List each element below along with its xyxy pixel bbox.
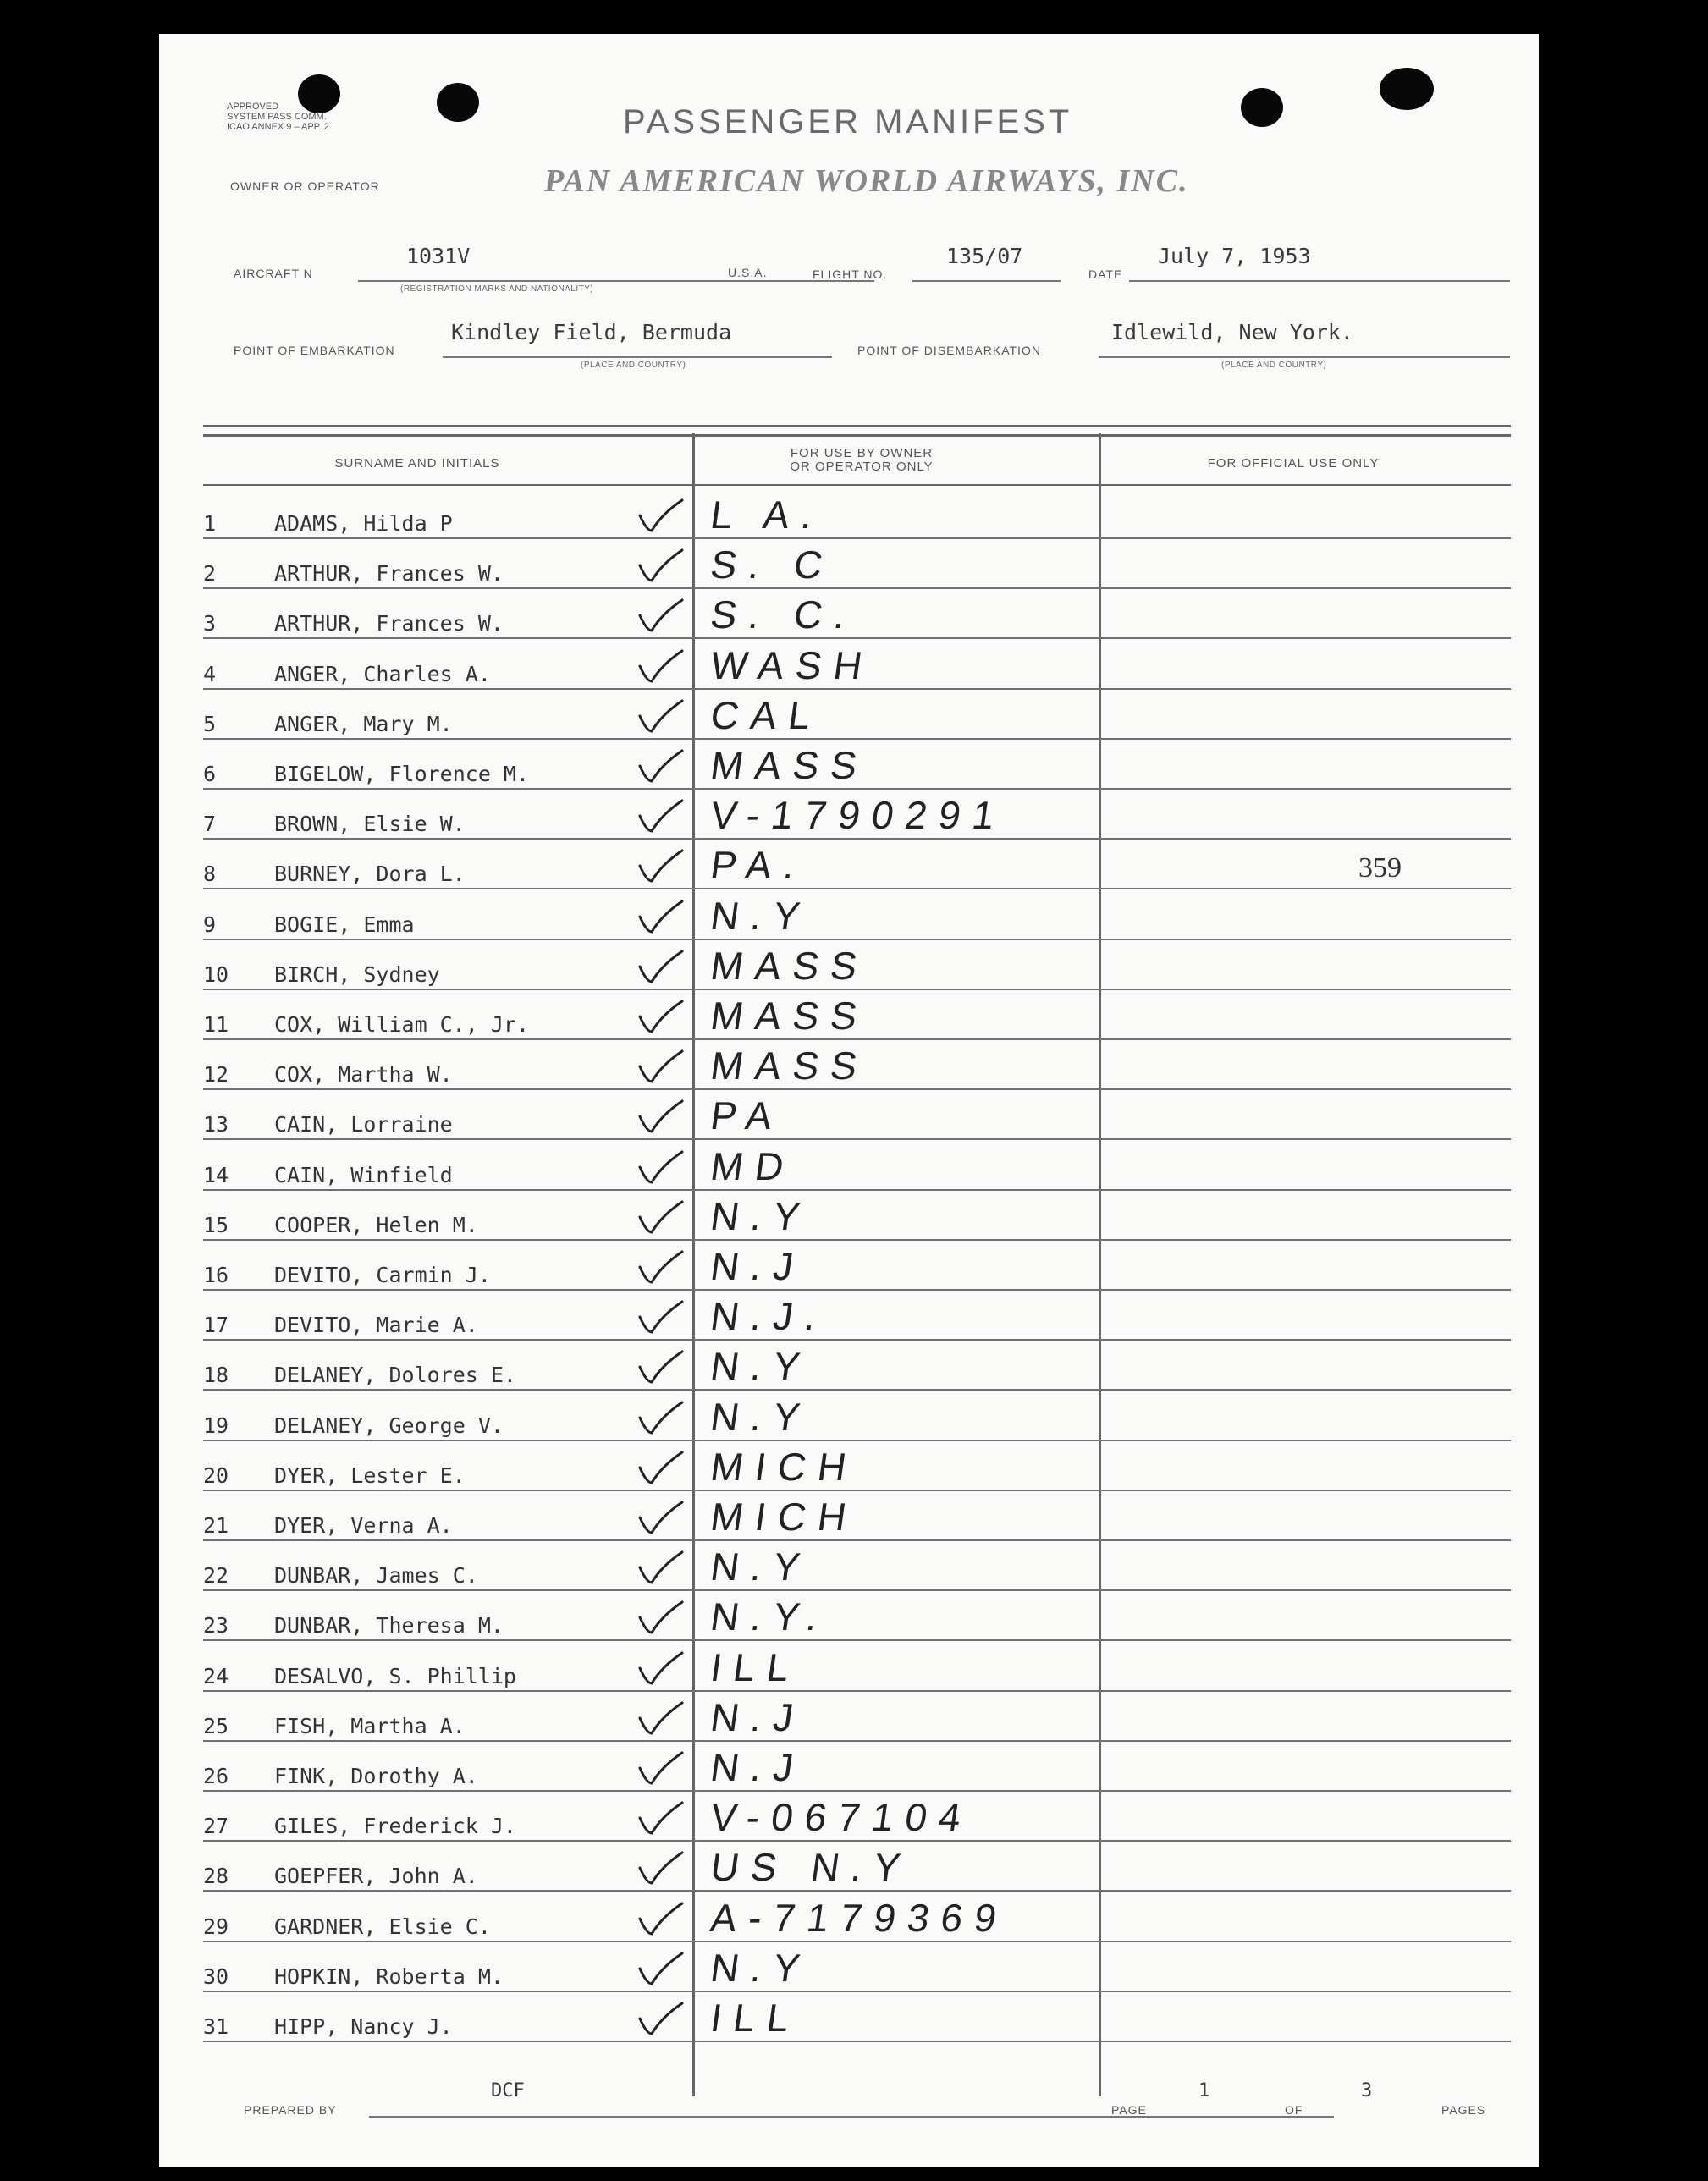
- handwritten-destination: S. C.: [708, 592, 860, 637]
- flight-label: FLIGHT NO.: [813, 267, 888, 281]
- handwritten-destination: N.Y: [708, 1545, 815, 1589]
- row-number: 23: [203, 1613, 229, 1639]
- passenger-row: [203, 788, 1511, 840]
- embarkation-underline: [443, 356, 832, 358]
- row-number: 25: [203, 1713, 229, 1738]
- check-mark-icon: [636, 1699, 684, 1737]
- row-number: 26: [203, 1764, 229, 1788]
- row-number: 5: [203, 711, 217, 736]
- handwritten-destination: PA: [708, 1093, 787, 1138]
- passenger-row: [203, 638, 1511, 690]
- aircraft-underline: [358, 280, 874, 282]
- passenger-name: FINK, Dorothy A.: [274, 1764, 478, 1788]
- check-mark-icon: [636, 847, 684, 884]
- disembarkation-label: POINT OF DISEMBARKATION: [857, 344, 1041, 357]
- date-label: DATE: [1088, 267, 1123, 281]
- passenger-name: DESALVO, S. Phillip: [274, 1663, 516, 1688]
- handwritten-destination: N.J: [708, 1694, 808, 1739]
- handwritten-destination: MASS: [708, 743, 873, 787]
- passenger-name: HOPKIN, Roberta M.: [274, 1963, 504, 1989]
- handwritten-destination: MICH: [708, 1495, 862, 1539]
- handwritten-destination: L A.: [708, 493, 828, 537]
- handwritten-destination: V-1790291: [708, 793, 1010, 838]
- check-mark-icon: [636, 948, 684, 985]
- pages-label: PAGES: [1441, 2103, 1486, 2117]
- row-number: 9: [203, 912, 217, 937]
- punch-hole-torn: [1380, 68, 1434, 110]
- passenger-row: [203, 1991, 1511, 2042]
- embarkation-caption: (PLACE AND COUNTRY): [581, 361, 686, 370]
- passenger-name: CAIN, Winfield: [274, 1162, 453, 1187]
- row-number: 18: [203, 1363, 229, 1388]
- passenger-name: DEVITO, Carmin J.: [274, 1263, 491, 1287]
- check-mark-icon: [636, 547, 684, 584]
- row-number: 21: [203, 1513, 229, 1538]
- prepared-label: PREPARED BY: [244, 2103, 337, 2117]
- handwritten-destination: V-067104: [708, 1795, 976, 1840]
- handwritten-destination: US N.Y: [708, 1845, 916, 1890]
- handwritten-destination: N.J: [708, 1244, 808, 1288]
- embarkation-value: Kindley Field, Bermuda: [451, 320, 732, 344]
- passenger-row: [203, 1891, 1511, 1942]
- row-number: 20: [203, 1462, 229, 1488]
- check-mark-icon: [636, 1950, 684, 1987]
- handwritten-destination: N.J: [708, 1745, 808, 1789]
- row-number: 30: [203, 1963, 229, 1989]
- row-number: 14: [203, 1162, 229, 1187]
- check-mark-icon: [636, 1900, 684, 1937]
- passenger-name: BURNEY, Dora L.: [274, 862, 466, 887]
- row-number: 1: [203, 511, 217, 536]
- col-header-name: SURNAME AND INITIALS: [334, 456, 500, 471]
- passenger-name: FISH, Martha A.: [274, 1713, 466, 1738]
- passenger-row: [203, 688, 1511, 740]
- row-number: 6: [203, 762, 217, 786]
- check-mark-icon: [636, 2000, 684, 2037]
- check-mark-icon: [636, 1148, 684, 1186]
- passenger-name: BOGIE, Emma: [274, 912, 415, 937]
- row-number: 27: [203, 1814, 229, 1839]
- passenger-row: [203, 738, 1511, 790]
- aircraft-caption: (REGISTRATION MARKS AND NATIONALITY): [400, 284, 594, 294]
- passenger-name: COX, William C., Jr.: [274, 1012, 530, 1037]
- check-mark-icon: [636, 1298, 684, 1336]
- passenger-row: [203, 1088, 1511, 1140]
- col-header-owner: FOR USE BY OWNER OR OPERATOR ONLY: [790, 446, 934, 474]
- passenger-name: GILES, Frederick J.: [274, 1814, 516, 1839]
- check-mark-icon: [636, 747, 684, 785]
- row-number: 13: [203, 1112, 229, 1137]
- row-number: 15: [203, 1212, 229, 1237]
- passenger-row: [203, 1840, 1511, 1892]
- check-mark-icon: [636, 898, 684, 935]
- passenger-row: [203, 1139, 1511, 1191]
- company-name: PAN AMERICAN WORLD AIRWAYS, INC.: [544, 163, 1189, 199]
- check-mark-icon: [636, 998, 684, 1035]
- check-mark-icon: [636, 597, 684, 634]
- manifest-title: PASSENGER MANIFEST: [623, 103, 1073, 140]
- flight-underline: [912, 280, 1061, 282]
- header-rule: [203, 484, 1511, 486]
- check-mark-icon: [636, 1799, 684, 1837]
- passenger-row: [203, 1640, 1511, 1692]
- check-mark-icon: [636, 1198, 684, 1236]
- passenger-name: HIPP, Nancy J.: [274, 2014, 453, 2039]
- row-number: 31: [203, 2014, 229, 2039]
- of-value: 3: [1361, 2080, 1373, 2101]
- check-mark-icon: [636, 1098, 684, 1135]
- handwritten-destination: MASS: [708, 943, 873, 988]
- row-number: 4: [203, 661, 217, 686]
- disembarkation-underline: [1099, 356, 1510, 358]
- passenger-row: [203, 989, 1511, 1040]
- passenger-name: BROWN, Elsie W.: [274, 812, 466, 837]
- passenger-row: [203, 537, 1511, 589]
- passenger-name: COX, Martha W.: [274, 1062, 453, 1088]
- passenger-name: ARTHUR, Frances W.: [274, 561, 504, 587]
- passenger-row: [203, 1690, 1511, 1742]
- handwritten-destination: CAL: [708, 692, 826, 737]
- handwritten-destination: MASS: [708, 994, 873, 1038]
- handwritten-destination: PA.: [708, 843, 810, 888]
- passenger-row: [203, 1339, 1511, 1391]
- row-number: 24: [203, 1663, 229, 1688]
- passenger-name: DEVITO, Marie A.: [274, 1313, 478, 1338]
- handwritten-destination: N.Y.: [708, 1594, 833, 1639]
- col-header-official: FOR OFFICIAL USE ONLY: [1207, 456, 1380, 471]
- passenger-row: [203, 1289, 1511, 1341]
- passenger-name: ADAMS, Hilda P: [274, 511, 453, 536]
- row-number: 7: [203, 812, 217, 837]
- passenger-row: [203, 1740, 1511, 1792]
- passenger-name: DELANEY, Dolores E.: [274, 1363, 516, 1388]
- passenger-row: [203, 889, 1511, 940]
- aircraft-value: 1031V: [406, 244, 471, 268]
- check-mark-icon: [636, 497, 684, 534]
- check-mark-icon: [636, 797, 684, 834]
- row-number: 8: [203, 862, 217, 887]
- handwritten-destination: N.Y: [708, 1945, 815, 1990]
- row-number: 19: [203, 1413, 229, 1438]
- footer-underline: [369, 2116, 1334, 2118]
- passenger-name: COOPER, Helen M.: [274, 1212, 478, 1237]
- passenger-row: [203, 1239, 1511, 1291]
- embarkation-label: POINT OF EMBARKATION: [234, 344, 395, 357]
- row-number: 29: [203, 1914, 229, 1939]
- handwritten-destination: S. C: [708, 542, 838, 587]
- passenger-name: ARTHUR, Frances W.: [274, 611, 504, 636]
- passenger-row: [203, 1189, 1511, 1241]
- passenger-row: [203, 1589, 1511, 1641]
- passenger-row: [203, 1390, 1511, 1441]
- row-number: 16: [203, 1263, 229, 1287]
- passenger-name: CAIN, Lorraine: [274, 1112, 453, 1137]
- approval-stamp: APPROVED SYSTEM PASS COMM. ICAO ANNEX 9 – APP. 2: [227, 102, 329, 132]
- check-mark-icon: [636, 1449, 684, 1486]
- handwritten-destination: WASH: [708, 642, 877, 687]
- row-number: 17: [203, 1313, 229, 1338]
- handwritten-destination: N.Y: [708, 893, 815, 938]
- passenger-name: ANGER, Mary M.: [274, 711, 453, 736]
- passenger-row: [203, 939, 1511, 990]
- passenger-row: [203, 838, 1511, 889]
- check-mark-icon: [636, 1399, 684, 1436]
- check-mark-icon: [636, 1348, 684, 1385]
- passenger-name: GOEPFER, John A.: [274, 1864, 478, 1889]
- row-number: 10: [203, 961, 229, 987]
- passenger-name: DUNBAR, Theresa M.: [274, 1613, 504, 1639]
- passenger-row: [203, 1941, 1511, 1992]
- handwritten-destination: N.Y: [708, 1193, 815, 1238]
- passenger-name: ANGER, Charles A.: [274, 661, 491, 686]
- row-number: 28: [203, 1864, 229, 1889]
- handwritten-destination: MICH: [708, 1444, 862, 1489]
- table-top-rule: [203, 425, 1511, 437]
- manifest-page: [159, 34, 1539, 2167]
- usa-label: U.S.A.: [728, 266, 768, 279]
- passenger-name: BIRCH, Sydney: [274, 961, 440, 987]
- row-number: 11: [203, 1012, 229, 1037]
- date-underline: [1129, 280, 1510, 282]
- check-mark-icon: [636, 1599, 684, 1636]
- of-label: OF: [1285, 2103, 1303, 2117]
- check-mark-icon: [636, 1499, 684, 1536]
- check-mark-icon: [636, 1650, 684, 1687]
- passenger-name: GARDNER, Elsie C.: [274, 1914, 491, 1939]
- owner-label: OWNER OR OPERATOR: [230, 179, 380, 193]
- handwritten-destination: N.Y: [708, 1344, 815, 1389]
- passenger-row: [203, 1539, 1511, 1591]
- row-number: 22: [203, 1563, 229, 1589]
- passenger-row: [203, 587, 1511, 639]
- passenger-name: DYER, Lester E.: [274, 1462, 466, 1488]
- passenger-row: [203, 1038, 1511, 1090]
- prepared-value: DCF: [491, 2080, 525, 2101]
- row-number: 3: [203, 611, 217, 636]
- passenger-row: [203, 1490, 1511, 1541]
- handwritten-destination: N.J.: [708, 1294, 831, 1339]
- row-number: 2: [203, 561, 217, 587]
- date-value: July 7, 1953: [1158, 244, 1311, 268]
- passenger-row: [203, 487, 1511, 539]
- check-mark-icon: [636, 1749, 684, 1787]
- check-mark-icon: [636, 1849, 684, 1886]
- page-label: PAGE: [1111, 2103, 1147, 2117]
- passenger-row: [203, 1790, 1511, 1842]
- passenger-name: BIGELOW, Florence M.: [274, 762, 530, 786]
- check-mark-icon: [636, 647, 684, 685]
- check-mark-icon: [636, 1549, 684, 1586]
- punch-hole: [1241, 88, 1283, 127]
- passenger-name: DYER, Verna A.: [274, 1513, 453, 1538]
- page-value: 1: [1198, 2080, 1210, 2101]
- passenger-row: [203, 1440, 1511, 1491]
- handwritten-destination: ILL: [708, 1644, 804, 1689]
- official-use-value: 359: [1358, 852, 1402, 884]
- passenger-name: DUNBAR, James C.: [274, 1563, 478, 1589]
- handwritten-destination: MASS: [708, 1044, 873, 1088]
- check-mark-icon: [636, 697, 684, 735]
- handwritten-destination: MD: [708, 1143, 799, 1188]
- row-number: 12: [203, 1062, 229, 1088]
- disembarkation-value: Idlewild, New York.: [1111, 320, 1353, 344]
- punch-hole: [437, 83, 479, 122]
- handwritten-destination: A-7179369: [708, 1895, 1011, 1940]
- passenger-name: DELANEY, George V.: [274, 1413, 504, 1438]
- check-mark-icon: [636, 1048, 684, 1085]
- handwritten-destination: N.Y: [708, 1394, 815, 1439]
- disembarkation-caption: (PLACE AND COUNTRY): [1221, 361, 1327, 370]
- flight-value: 135/07: [946, 244, 1023, 268]
- aircraft-label: AIRCRAFT N: [234, 267, 313, 280]
- handwritten-destination: ILL: [708, 1996, 804, 2040]
- check-mark-icon: [636, 1248, 684, 1286]
